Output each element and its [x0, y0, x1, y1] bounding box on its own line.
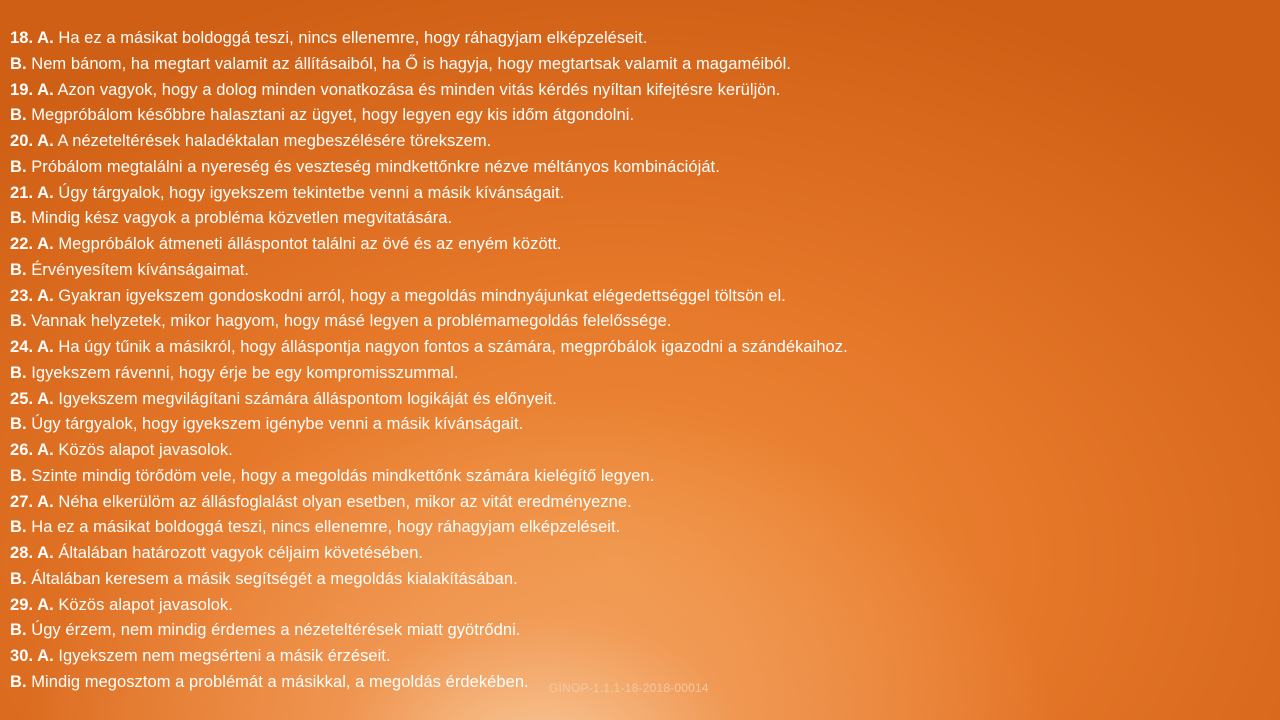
item-marker: B.	[10, 672, 27, 691]
item-marker: B.	[10, 363, 27, 382]
item-marker: B.	[10, 54, 27, 73]
item-text: Mindig kész vagyok a probléma közvetlen megvitatására.	[26, 209, 453, 228]
list-item	[10, 232, 1270, 258]
item-text: Azon vagyok, hogy a dolog minden vonatkozása és minden vitás kérdés nyíltan kifejtésre kerüljön.	[53, 80, 781, 99]
item-marker: B.	[10, 312, 27, 331]
list-item	[10, 284, 1270, 310]
list-item	[10, 155, 1270, 181]
item-marker: 25. A.	[10, 389, 54, 408]
item-text: Vannak helyzetek, mikor hagyom, hogy másé legyen a problémamegoldás felelőssége.	[26, 312, 672, 331]
list-item	[10, 103, 1270, 129]
item-text: Igyekszem megvilágítani számára álláspontom logikáját és előnyeit.	[53, 389, 557, 408]
list-item	[10, 129, 1270, 155]
item-text: Úgy tárgyalok, hogy igyekszem tekintetbe venni a másik kívánságait.	[53, 183, 565, 202]
list-item	[10, 52, 1270, 78]
item-marker: 19. A.	[10, 80, 54, 99]
list-item	[10, 515, 1270, 541]
item-marker: B.	[10, 106, 27, 125]
item-text: Igyekszem nem megsérteni a másik érzéseit.	[53, 647, 391, 665]
item-marker: 27. A.	[10, 492, 54, 511]
item-marker: 20. A.	[10, 132, 54, 150]
list-item	[10, 464, 1270, 490]
item-text: Megpróbálok átmeneti álláspontot találni az övé és az enyém között.	[53, 235, 562, 253]
item-text: Igyekszem rávenni, hogy érje be egy kompromisszummal.	[26, 363, 459, 382]
item-marker: 21. A.	[10, 183, 54, 202]
item-text: Általában keresem a másik segítségét a megoldás kialakításában.	[26, 569, 518, 588]
list-item	[10, 309, 1270, 335]
item-marker: B.	[10, 466, 27, 485]
item-marker: 26. A.	[10, 441, 54, 459]
list-item	[10, 335, 1270, 361]
item-marker: 24. A.	[10, 338, 54, 356]
list-item	[10, 26, 1270, 52]
list-item	[10, 490, 1270, 516]
item-marker: 29. A.	[10, 595, 54, 614]
item-marker: 18. A.	[10, 29, 54, 47]
list-item	[10, 206, 1270, 232]
list-item	[10, 593, 1270, 619]
item-text: Úgy tárgyalok, hogy igyekszem igénybe venni a másik kívánságait.	[26, 415, 524, 434]
footer-project-code: GINOP-1.1.1-18-2018-00014	[549, 681, 709, 695]
item-marker: B.	[10, 621, 27, 640]
list-item	[10, 541, 1270, 567]
item-marker: B.	[10, 260, 27, 279]
item-text: Ha úgy tűnik a másikról, hogy álláspontja nagyon fontos a számára, megpróbálok igazodni a szándékaihoz.	[53, 338, 848, 356]
item-text: Általában határozott vagyok céljaim követésében.	[53, 544, 424, 562]
item-text: A nézeteltérések haladéktalan megbeszélésére törekszem.	[53, 132, 492, 150]
item-text: Gyakran igyekszem gondoskodni arról, hogy a megoldás mindnyájunkat elégedettséggel töltsön el.	[53, 286, 786, 305]
list-item	[10, 618, 1270, 644]
item-marker: 23. A.	[10, 286, 54, 305]
item-text: Érvényesítem kívánságaimat.	[26, 260, 250, 279]
item-text: Úgy érzem, nem mindig érdemes a nézeteltérések miatt gyötrődni.	[26, 621, 521, 640]
item-marker: B.	[10, 518, 27, 537]
list-item	[10, 412, 1270, 438]
item-marker: B.	[10, 209, 27, 228]
item-text: Közös alapot javasolok.	[53, 441, 233, 459]
questionnaire-list	[10, 26, 1270, 696]
item-marker: 28. A.	[10, 544, 54, 562]
list-item	[10, 258, 1270, 284]
item-marker: B.	[10, 415, 27, 434]
item-text: Közös alapot javasolok.	[53, 595, 233, 614]
item-text: Nem bánom, ha megtart valamit az állításaiból, ha Ő is hagyja, hogy megtartsak valamit a magaméiból.	[26, 54, 792, 73]
list-item	[10, 387, 1270, 413]
list-item	[10, 567, 1270, 593]
item-marker: 22. A.	[10, 235, 54, 253]
list-item	[10, 361, 1270, 387]
list-item	[10, 78, 1270, 104]
list-item	[10, 181, 1270, 207]
item-text: Mindig megosztom a problémát a másikkal, a megoldás érdekében.	[26, 672, 529, 691]
item-text: Ha ez a másikat boldoggá teszi, nincs ellenemre, hogy ráhagyjam elképzeléseit.	[26, 518, 621, 537]
item-text: Próbálom megtalálni a nyereség és veszteség mindkettőnkre nézve méltányos kombinációját.	[26, 157, 720, 176]
item-text: Néha elkerülöm az állásfoglalást olyan esetben, mikor az vitát eredményezne.	[53, 492, 632, 511]
list-item	[10, 644, 1270, 670]
item-text: Ha ez a másikat boldoggá teszi, nincs ellenemre, hogy ráhagyjam elképzeléseit.	[53, 29, 648, 47]
item-marker: B.	[10, 157, 27, 176]
item-text: Megpróbálom későbbre halasztani az ügyet, hogy legyen egy kis időm átgondolni.	[26, 106, 635, 125]
item-text: Szinte mindig törődöm vele, hogy a megoldás mindkettőnk számára kielégítő legyen.	[26, 466, 655, 485]
list-item	[10, 438, 1270, 464]
item-marker: B.	[10, 569, 27, 588]
item-marker: 30. A.	[10, 647, 54, 665]
